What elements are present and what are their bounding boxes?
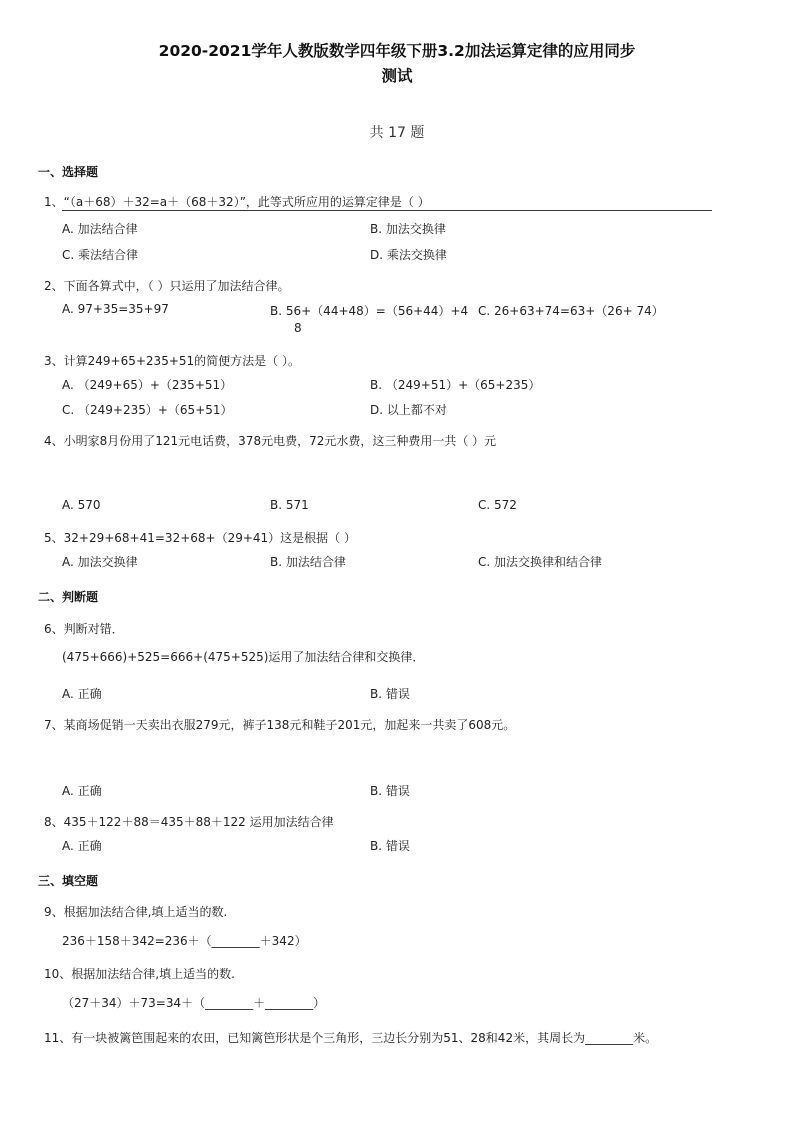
q3-option-b: B. （249+51）+（65+235） [370, 378, 541, 392]
q2-option-c: C. 26+63+74=63+（26+ 74） [478, 304, 664, 318]
q8-option-a: A. 正确 [62, 839, 102, 853]
section-heading-judge: 二、判断题 [38, 590, 99, 604]
q4-option-c: C. 572 [478, 498, 517, 512]
question-count: 共 17 题 [369, 125, 425, 141]
question-10-equation: （27＋34）＋73=34＋（________＋________） [62, 996, 326, 1010]
question-6: 6、判断对错． [44, 622, 124, 636]
q7-option-a: A. 正确 [62, 784, 102, 798]
question-1: 1、“（a＋68）＋32=a＋（68＋32）”，此等式所应用的运算定律是（ ） [44, 195, 430, 209]
q3-option-d: D. 以上都不对 [370, 403, 447, 417]
q5-option-b: B. 加法结合律 [270, 555, 346, 569]
question-9: 9、根据加法结合律,填上适当的数. [44, 905, 228, 919]
q6-option-a: A. 正确 [62, 687, 102, 701]
question-2: 2、下面各算式中，（ ）只运用了加法结合律。 [44, 279, 290, 293]
section-heading-choice: 一、选择题 [38, 165, 99, 179]
q5-option-a: A. 加法交换律 [62, 555, 138, 569]
page-title-line2: 测试 [381, 67, 413, 85]
q2-option-b: B. 56+（44+48）=（56+44）+4 [270, 304, 469, 318]
question-9-equation: 236＋158＋342=236＋（________＋342） [62, 934, 307, 948]
q3-option-a: A. （249+65）+（235+51） [62, 378, 233, 392]
page-title: 2020-2021学年人教版数学四年级下册3.2加法运算定律的应用同步 [158, 42, 636, 60]
q1-option-d: D. 乘法交换律 [370, 248, 447, 262]
question-7: 7、某商场促销一天卖出衣服279元，裤子138元和鞋子201元，加起来一共卖了608元。 [44, 718, 516, 732]
underline-rule [62, 210, 712, 211]
q2-option-a: A. 97+35=35+97 [62, 302, 169, 316]
q7-option-b: B. 错误 [370, 784, 410, 798]
q2-option-b-wrap: 8 [294, 321, 302, 335]
question-5: 5、32+29+68+41=32+68+（29+41）这是根据（ ） [44, 531, 356, 545]
question-10: 10、根据加法结合律,填上适当的数. [44, 967, 235, 981]
q4-option-b: B. 571 [270, 498, 309, 512]
question-8: 8、435＋122＋88＝435＋88＋122 运用加法结合律 [44, 815, 334, 829]
q8-option-b: B. 错误 [370, 839, 410, 853]
question-4: 4、小明家8月份用了121元电话费，378元电费，72元水费，这三种费用一共（ ）元 [44, 434, 497, 448]
question-6-statement: (475+666)+525=666+(475+525)运用了加法结合律和交换律． [62, 650, 425, 664]
q6-option-b: B. 错误 [370, 687, 410, 701]
section-heading-fill: 三、填空题 [38, 874, 99, 888]
q3-option-c: C. （249+235）+（65+51） [62, 403, 233, 417]
question-3: 3、计算249+65+235+51的简便方法是（ ）。 [44, 354, 300, 368]
q5-option-c: C. 加法交换律和结合律 [478, 555, 603, 569]
question-11: 11、有一块被篱笆围起来的农田，已知篱笆形状是个三角形，三边长分别为51、28和42米，其周长为________米。 [44, 1031, 658, 1045]
q1-option-c: C. 乘法结合律 [62, 248, 139, 262]
q1-option-a: A. 加法结合律 [62, 222, 138, 236]
q4-option-a: A. 570 [62, 498, 101, 512]
q1-option-b: B. 加法交换律 [370, 222, 446, 236]
